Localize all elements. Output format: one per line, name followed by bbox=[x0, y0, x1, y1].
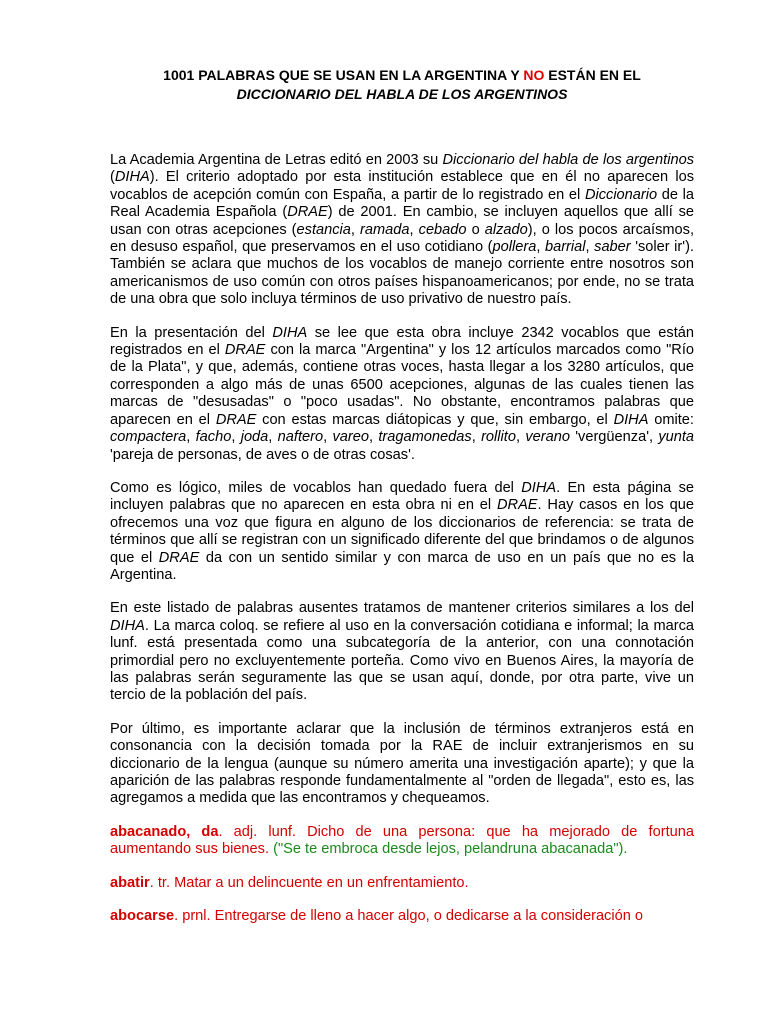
entry-headword: abacanado, da bbox=[110, 823, 219, 840]
dictionary-entry bbox=[110, 875, 694, 892]
italic-term: ramada bbox=[360, 221, 410, 238]
italic-term: DRAE bbox=[158, 549, 200, 566]
italic-term: estancia bbox=[296, 221, 351, 238]
text-run: o bbox=[466, 221, 485, 238]
paragraph bbox=[110, 721, 694, 808]
text-run: . La marca coloq. se refiere al uso en la conversación cotidiana e informal; la marca lunf. está presentada como una subcategoría de la anterior, con una connotación primordial pero no excluyentemente porteña. Como vivo en Buenos Aires, la mayoría de las palabras serán seguramente las que se usan aquí, donde, por otra parte, vive un tercio de la población del país. bbox=[110, 617, 694, 704]
text-run: , bbox=[186, 429, 196, 446]
title-line-1 bbox=[163, 67, 641, 83]
entry-headword: abatir bbox=[110, 874, 150, 891]
italic-term: DRAE bbox=[287, 204, 328, 221]
document-title bbox=[110, 66, 694, 104]
text-run: La Academia Argentina de Letras editó en 2003 su bbox=[110, 152, 443, 168]
italic-term: verano bbox=[525, 429, 570, 446]
text-run: , bbox=[536, 239, 545, 256]
dictionary-entry bbox=[110, 824, 694, 859]
text-run: , bbox=[585, 239, 595, 256]
text-run: ), o los pocos arcaísmos, en desuso español, que preservamos en el uso cotidiano ( bbox=[110, 221, 695, 256]
text-run: de la Real Academia Española ( bbox=[110, 186, 695, 221]
italic-term: yunta bbox=[658, 429, 695, 446]
text-run: , bbox=[471, 429, 482, 446]
text-run: 'vergüenza', bbox=[569, 429, 659, 446]
text-run: ). El criterio adoptado por esta institución establece que en él no aparecen los vocablos de acepción común con España, a partir de lo registrado en el bbox=[110, 169, 694, 203]
paragraph bbox=[110, 152, 694, 309]
italic-term: rollito bbox=[481, 429, 516, 446]
text-run: Por último, es importante aclarar que la inclusión de términos extranjeros está en consonancia con la decisión tomada por la RAE de incluir extranjerismos en su diccionario de la lengua (aunque su número amerita una investigación aparte); y que la aparición de las palabras responde fundamentalmente al "orden de llegada", esto es, las agregamos a medida que las encontramos y chequeamos. bbox=[110, 720, 694, 807]
text-run: se lee que esta obra incluye 2342 vocablos que están registrados en el bbox=[110, 324, 695, 359]
title-text-b: ESTÁN EN EL bbox=[544, 67, 641, 83]
italic-term: DIHA bbox=[272, 324, 308, 341]
text-run: Como es lógico, miles de vocablos han quedado fuera del bbox=[110, 479, 522, 496]
paragraph bbox=[110, 480, 694, 584]
body-paragraphs bbox=[110, 152, 694, 808]
italic-term: DIHA bbox=[114, 169, 150, 186]
text-run: . En esta página se incluyen palabras que no aparecen en esta obra ni en el bbox=[110, 479, 694, 514]
italic-term: Diccionario del habla de los argentinos bbox=[442, 152, 694, 168]
entry-definition: . adj. lunf. Dicho de una persona: que ha mejorado de fortuna aumentando sus bienes. bbox=[110, 823, 694, 858]
italic-term: DIHA bbox=[613, 411, 649, 428]
text-run: En la presentación del bbox=[110, 324, 273, 341]
italic-term: alzado bbox=[484, 221, 528, 238]
italic-term: saber bbox=[594, 239, 631, 256]
entry-definition: . prnl. Entregarse de lleno a hacer algo, o dedicarse a la consideración o bbox=[174, 908, 644, 925]
italic-term: DRAE bbox=[215, 411, 257, 428]
italic-term: DRAE bbox=[496, 497, 538, 514]
title-no-highlight: NO bbox=[523, 67, 545, 83]
title-line-2: DICCIONARIO DEL HABLA DE LOS ARGENTINOS bbox=[236, 86, 568, 102]
italic-term: vareo bbox=[332, 429, 369, 446]
entry-headword: abocarse bbox=[110, 908, 175, 925]
text-run: En este listado de palabras ausentes tratamos de mantener criterios similares a los del bbox=[110, 600, 694, 617]
italic-term: facho bbox=[195, 429, 232, 446]
text-run: ) de 2001. En cambio, se incluyen aquellos que allí se usan con otras acepciones ( bbox=[110, 204, 694, 238]
italic-term: compactera bbox=[110, 429, 187, 446]
text-run: . Hay casos en los que ofrecemos una voz que figura en alguno de los diccionarios de referencia: se trata de términos que allí se registran con un significado diferente del que brindamos o de algunos que el bbox=[110, 497, 695, 566]
italic-term: naftero bbox=[277, 429, 324, 446]
text-run: , bbox=[369, 429, 379, 446]
text-run: 'pareja de personas, de aves o de otras cosas'. bbox=[110, 446, 415, 463]
text-run: da con un sentido similar y con marca de uso en un país que no es la Argentina. bbox=[110, 549, 694, 583]
text-run: omite: bbox=[648, 411, 694, 428]
text-run: con estas marcas diátopicas y que, sin embargo, el bbox=[256, 411, 614, 428]
dictionary-entries bbox=[110, 824, 694, 926]
italic-term: DIHA bbox=[110, 617, 145, 634]
text-run: , bbox=[323, 429, 333, 446]
text-run: ( bbox=[110, 169, 115, 186]
title-text-a: 1001 PALABRAS QUE SE USAN EN LA ARGENTINA Y bbox=[163, 67, 524, 83]
italic-term: pollera bbox=[492, 239, 537, 256]
text-run: , bbox=[231, 429, 241, 446]
italic-term: barrial bbox=[544, 239, 586, 256]
text-run: , bbox=[409, 221, 419, 238]
italic-term: Diccionario bbox=[584, 186, 658, 203]
paragraph bbox=[110, 325, 694, 464]
text-run: , bbox=[268, 429, 278, 446]
italic-term: cebado bbox=[418, 221, 467, 238]
italic-term: DRAE bbox=[224, 342, 266, 359]
italic-term: tragamonedas bbox=[378, 429, 472, 446]
text-run: , bbox=[515, 429, 526, 446]
entry-example: ("Se te embroca desde lejos, pelandruna abacanada"). bbox=[273, 841, 628, 858]
dictionary-entry bbox=[110, 908, 694, 925]
entry-definition: . tr. Matar a un delincuente en un enfrentamiento. bbox=[149, 874, 469, 891]
text-run: , bbox=[350, 221, 361, 238]
text-run: con la marca "Argentina" y los 12 artículos marcados como "Río de la Plata", y que, además, contiene otras voces, hasta llegar a los 3280 artículos, que corresponden a algo más de unas 6500 acepciones, algunas de las cuales tienen las marcas de "desusadas" o "poco usadas". No obstante, encontramos palabras que aparecen en el bbox=[110, 342, 694, 428]
text-run: 'soler ir'). También se aclara que muchos de los vocablos de manejo corriente entre nosotros son americanismos de uso común con otros países hispanoamericanos; por ende, no se trata de una obra que solo incluya términos de uso privativo de nuestro país. bbox=[110, 239, 694, 308]
italic-term: joda bbox=[240, 429, 269, 446]
paragraph bbox=[110, 600, 694, 704]
italic-term: DIHA bbox=[521, 479, 557, 496]
